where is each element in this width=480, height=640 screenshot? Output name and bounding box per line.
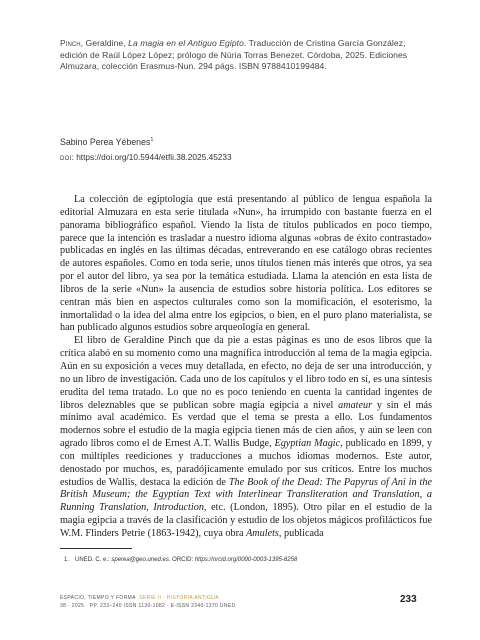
footnote-orcid-label: . ORCID: bbox=[168, 557, 195, 563]
reviewer-name: Sabino Perea Yébenes bbox=[60, 137, 151, 147]
footnote-divider bbox=[60, 548, 132, 549]
review-body bbox=[60, 194, 432, 541]
p2-text-e: , publicada bbox=[278, 527, 324, 539]
page-number: 233 bbox=[400, 594, 417, 605]
p2-text-d: , etc. (London, 1895). Otro pilar en el estudio de la magia egipcia a través de la clasificación y estudio de los objetos mágicos profilácticos fue W.M. Flinders Petrie (1863-1942), cuya obra bbox=[60, 502, 432, 539]
doi-link[interactable]: : https://doi.org/10.5944/etfii.38.2025.45233 bbox=[71, 152, 232, 162]
footnote-mark[interactable]: 1 bbox=[150, 137, 154, 144]
footer-journal: ESPACIO, TIEMPO Y FORMA bbox=[60, 595, 136, 601]
footer-series: SERIE II · HISTORIA ANTIGUA bbox=[139, 595, 219, 601]
doi-label: doi bbox=[60, 152, 72, 162]
p2-amulets: Amulets bbox=[246, 527, 279, 539]
reference-title: La magia en el Antiguo Egipto bbox=[128, 38, 244, 48]
paragraph-1: La colección de egiptología que está presentando al público de lengua española la editorial Almuzara en esta serie titulada «Nun», ha irrumpido con bastante fuerza en el panorama bibliográfico español. Viendo la lista de títulos publicados en poco tiempo, parece que la intención es trasladar a nuestro idioma algunas «obras de éxito contrastado» publicadas en inglés en las últimas décadas, entreverando en ese catálogo obras recientes de autores españoles. Como en toda serie, unos títulos tienen más interés que otros, ya sea por el autor del libro, ya sea por la temática estudiada. Llama la atención en esta lista de libros de la serie «Nun» la ausencia de estudios sobre historia política. Los editores se centran más bien en aspectos culturales como son la momificación, el esoterismo, la inmortalidad o la idea del alma entre los egipcios, o bien, en el puro plano materialista, se han publicado algunos estudios sobre arqueología en general. bbox=[60, 194, 432, 334]
footnote-email[interactable]: sperea@geo.uned.es bbox=[111, 557, 169, 563]
reviewer bbox=[60, 137, 153, 147]
reference-author-surname: Pinch bbox=[60, 38, 81, 48]
footer-journal-line bbox=[60, 594, 236, 602]
book-reference bbox=[60, 38, 430, 73]
p2-text-a: El libro de Geraldine Pinch que da pie a estas páginas es uno de esos libros que la crítica alabó en su momento como una magnífica introducción al tema de la magia egipcia. Aún en su exposición a veces muy detallada, en efecto, no deja de ser una introducción, y no un libro de investigación. Cada uno de los capítulos y el libro todo en sí, es una síntesis erudita del tema tratado. Lo que no es poco teniendo en cuenta la cantidad ingentes de libros deleznables que se publican sobre magia egipcia a nivel bbox=[60, 335, 432, 411]
reference-details: . Traducción de Cristina García González; edición de Raúl López López; prólogo de Núria Torras Benezet. Córdoba, 2025. Ediciones Almuzara, colección Erasmus-Nun. 294 págs. ISBN 9788410199484. bbox=[60, 38, 408, 72]
paragraph-2 bbox=[60, 335, 432, 541]
p2-book-of-the-dead: The Book of the Dead: The Papyrus of Ani in the British Museum; the Egyptian Text with Interlinear Transliteration and Translation, a Running Translation, Introduction bbox=[60, 476, 432, 514]
doi-line bbox=[60, 152, 232, 162]
footnote bbox=[60, 557, 297, 563]
page-footer bbox=[60, 594, 236, 610]
footnote-orcid[interactable]: https://orcid.org/0000-0003-1395-8258 bbox=[194, 557, 298, 563]
p2-amateur: amateur bbox=[338, 399, 373, 411]
p2-egyptian-magic: Egyptian Magic bbox=[274, 438, 341, 450]
footer-issue-line: 38 · 2025 · PP. 233–240 ISSN 1130-1082 · E-ISSN 2340-1370 UNED bbox=[60, 603, 236, 609]
p2-text-b: y sin el más mínimo aval académico. Es verdad que el tema se presta a ello. Los fundamentos modernos sobre el estudio de la magia egipcia tienen más de cien años, y aún se leen con agrado libros como el de Ernest A.T. Wallis Budge, bbox=[60, 399, 433, 450]
p2-text-c: , publicado en 1899, y con múltiples reediciones y traducciones a muchos idiomas modernos. Este autor, denostado por muchos, es, paradójicamente emulado por sus críticos. Entre los muchos estudios de Wallis, destaca la edición de bbox=[60, 438, 433, 488]
reference-author-name: , Geraldine, bbox=[80, 38, 129, 48]
footnote-number: 1. bbox=[64, 557, 70, 563]
footnote-affiliation: UNED. C. e.: bbox=[75, 557, 112, 563]
